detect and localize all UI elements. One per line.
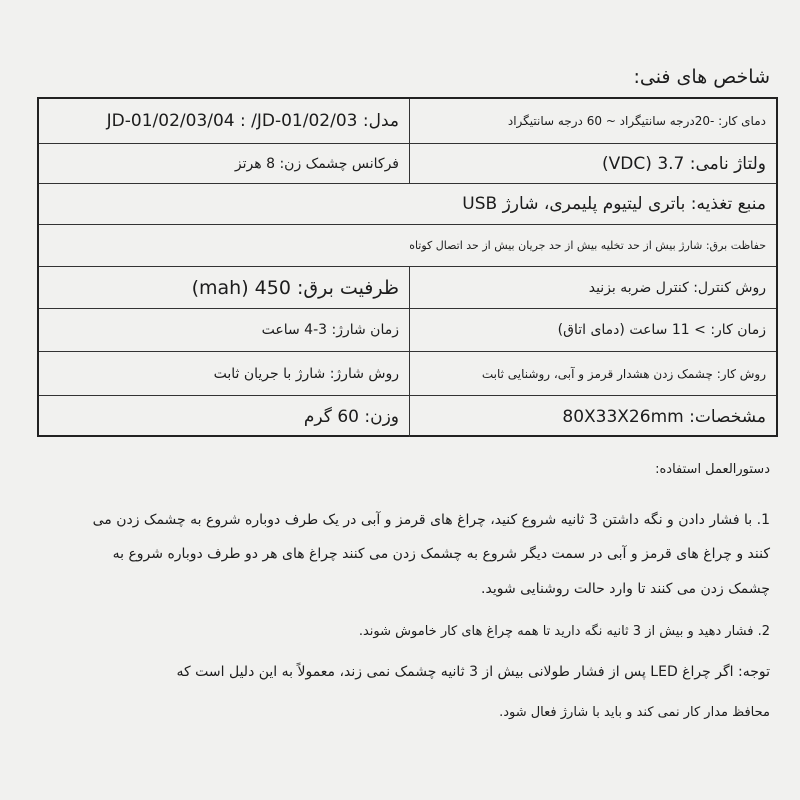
spec-heading: شاخص های فنی: [633,66,770,88]
table-row [39,225,776,267]
flash-frequency-cell: فرکانس چشمک زن: 8 هرتز [39,144,410,183]
table-row [39,99,776,144]
table-row [39,144,776,184]
usage-step1-line1: 1. با فشار دادن و نگه داشتن 3 ثانیه شروع کنید، چراغ های قرمز و آبی در یک طرف دوباره شروع به چشمک زدن می [92,512,770,528]
table-row [39,309,776,352]
work-time-cell: زمان کار: > 11 ساعت (دمای اتاق) [557,322,766,338]
capacity-cell: ظرفیت برق: 450 (mah) [39,267,410,308]
dimensions-cell: مشخصات: 80X33X26mm [562,406,766,427]
operating-temp-cell: دمای کار: -20درجه سانتیگراد ~ 60 درجه سانتیگراد [507,114,766,128]
table-row [39,184,776,225]
control-method-cell: روش کنترل: کنترل ضربه بزنید [588,279,766,296]
weight-cell: وزن: 60 گرم [39,396,410,437]
model-cell: مدل: JD-01/02/03/04 : /JD-01/02/03 [39,99,410,143]
charge-method-cell: روش شارژ: شارژ با جریان ثابت [39,352,410,395]
table-row [39,396,776,437]
usage-title: دستورالعمل استفاده: [655,462,770,477]
rated-voltage-cell: ولتاژ نامی: 3.7 (VDC) [602,153,766,174]
charge-time-cell: زمان شارژ: 3-4 ساعت [39,309,410,351]
table-row [39,267,776,309]
work-method-cell: روش کار: چشمک زدن هشدار قرمز و آبی، روشنایی ثابت [481,366,766,381]
usage-note-line1: توجه: اگر چراغ LED پس از فشار طولانی بیش از 3 ثانیه چشمک نمی زند، معمولاً به این دلیل است که [176,664,770,680]
usage-step1-line3: چشمک زدن می کنند تا وارد حالت روشنایی شوید. [481,581,770,597]
table-row [39,352,776,396]
spec-table [37,97,778,437]
power-source-cell: منبع تغذیه: باتری لیتیوم پلیمری، شارژ USB [462,194,766,214]
protection-cell: حفاظت برق: شارژ بیش از حد تخلیه بیش از حد جریان بیش از حد اتصال کوتاه [409,239,766,252]
usage-step2: 2. فشار دهید و بیش از 3 ثانیه نگه دارید تا همه چراغ های کار خاموش شوند. [358,624,770,639]
usage-step1-line2: کنند و چراغ های قرمز و آبی در سمت دیگر شروع به چشمک زدن می کنند چراغ های هر دو طرف دوباره شروع به [112,546,770,562]
usage-note-line2: محافظ مدار کار نمی کند و باید با شارژ فعال شود. [499,705,770,720]
